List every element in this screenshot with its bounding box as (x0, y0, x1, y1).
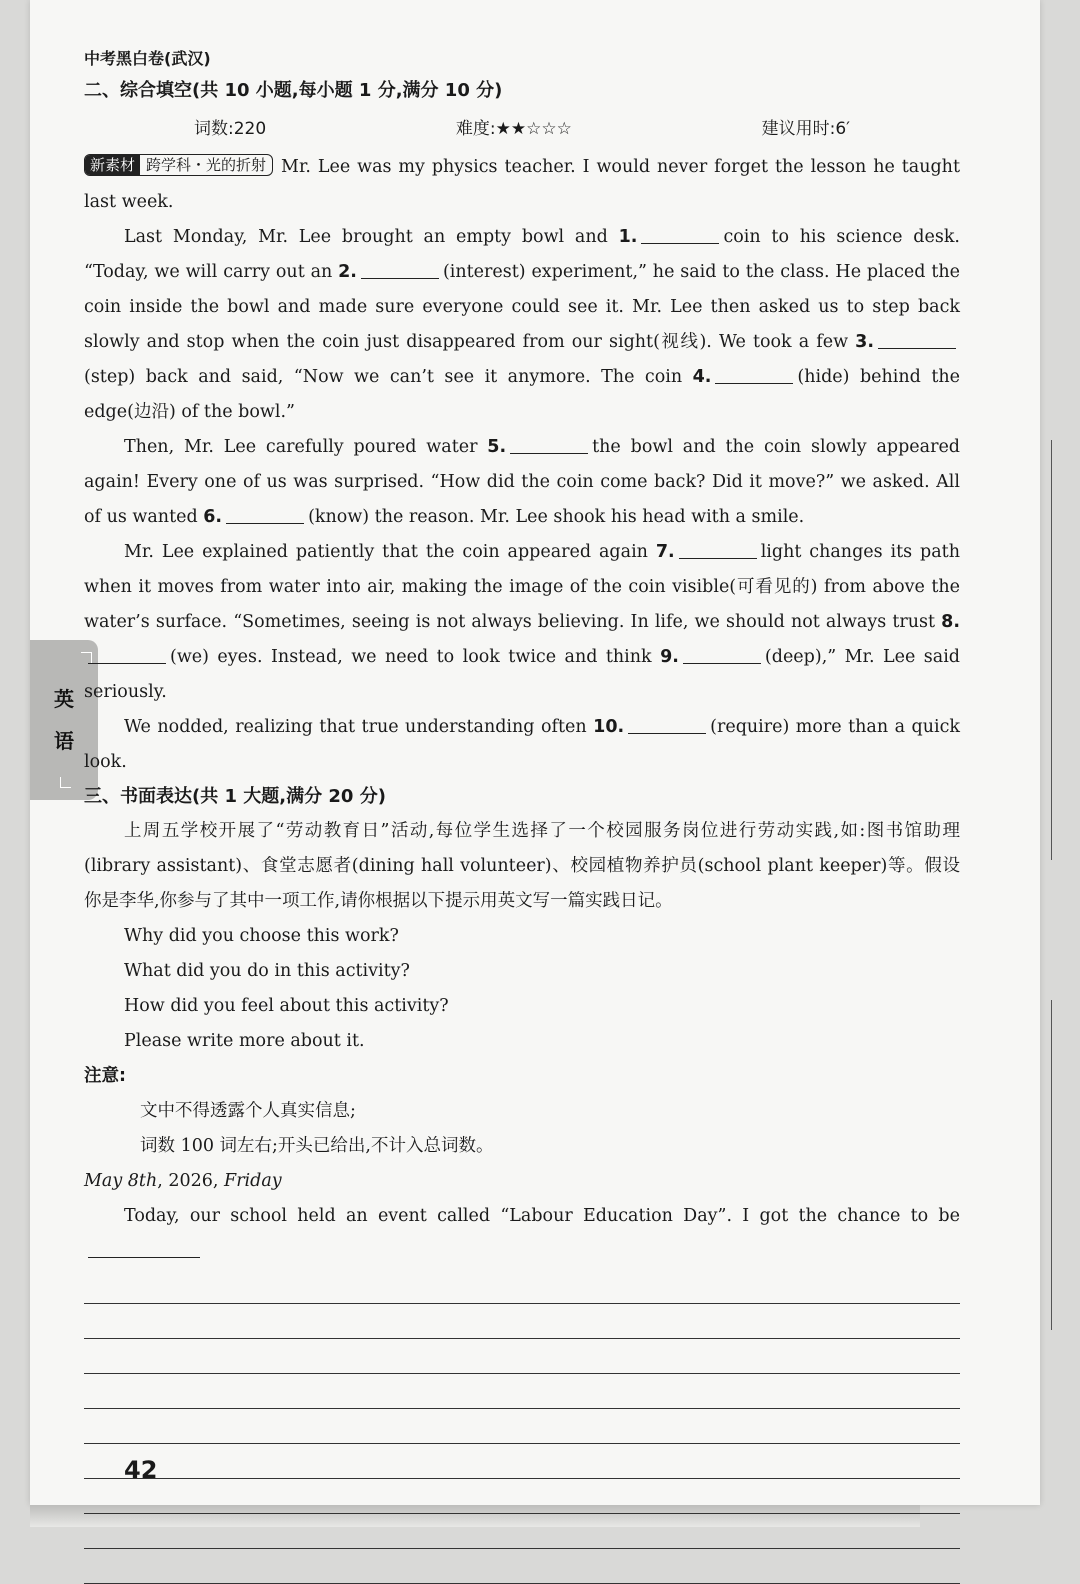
passage-intro (84, 150, 960, 220)
question-number: 1. (618, 227, 638, 247)
writing-line[interactable] (84, 1339, 960, 1374)
text-run: coin to his science desk. “Today, we will carry out an (84, 227, 960, 282)
question-number: 10. (593, 717, 625, 737)
answer-blank[interactable] (878, 328, 956, 349)
note-item: 文中不得透露个人真实信息; (140, 1101, 356, 1121)
date-month: May 8th (84, 1171, 158, 1191)
note-label: 注意: (84, 1066, 126, 1086)
word-count: 词数:220 (194, 119, 267, 139)
question-number: 4. (692, 367, 712, 387)
opening-text: Today, our school held an event called “Labour Education Day”. I got the chance to be (124, 1206, 960, 1226)
date-year: , 2026, (157, 1171, 225, 1191)
text-run: light changes its path when it moves from water into air, making the image of the coin visible(可看见的) from above the water’s surface. “Sometimes, seeing is not always believing. In life, we should not always trust (84, 542, 960, 632)
answer-blank[interactable] (628, 713, 706, 734)
writing-line[interactable] (84, 1304, 960, 1339)
question-number: 5. (487, 437, 507, 457)
page-content (84, 44, 960, 1584)
writing-prompt: 上周五学校开展了“劳动教育日”活动,每位学生选择了一个校园服务岗位进行劳动实践,如:图书馆助理(library assistant)、食堂志愿者(dining hall volunteer)、校园植物养护员(school plant keeper)等。假设你是李华,你参与了其中一项工作,请你根据以下提示用英文写一篇实践日记。 (84, 821, 960, 911)
text-run: (deep),” Mr. Lee said seriously. (84, 647, 960, 702)
section-2-title: 二、综合填空(共 10 小题,每小题 1 分,满分 10 分) (84, 80, 503, 101)
diary-opening (84, 1199, 960, 1269)
answer-blank[interactable] (683, 643, 761, 664)
answer-blank[interactable] (679, 538, 757, 559)
prompt-question: What did you do in this activity? (124, 961, 410, 981)
margin-rule-lower (1051, 1000, 1053, 1330)
tab-corner-mark (60, 777, 71, 788)
writing-line[interactable] (84, 1479, 960, 1514)
answer-blank[interactable] (226, 503, 304, 524)
diary-date (84, 1164, 960, 1199)
text-run: Mr. Lee explained patiently that the coin appeared again (124, 542, 648, 562)
writing-line[interactable] (84, 1374, 960, 1409)
writing-line[interactable] (84, 1549, 960, 1584)
tag-new-material: 新素材 (85, 155, 140, 175)
writing-line[interactable] (84, 1409, 960, 1444)
writing-area[interactable] (84, 1269, 960, 1584)
passage-paragraph-3 (84, 535, 960, 710)
writing-line[interactable] (84, 1514, 960, 1549)
answer-blank[interactable] (361, 258, 439, 279)
answer-blank[interactable] (641, 223, 719, 244)
text-run: (step) back and said, “Now we can’t see it anymore. The coin (84, 367, 683, 387)
question-number: 8. (941, 612, 960, 632)
writing-line[interactable] (84, 1444, 960, 1479)
writing-line[interactable] (84, 1269, 960, 1304)
text-run: (we) eyes. Instead, we need to look twice and think (170, 647, 652, 667)
passage-paragraph-4 (84, 710, 960, 780)
intro-text: Mr. Lee was my physics teacher. I would never forget the lesson he taught last week. (84, 157, 960, 212)
question-number: 7. (655, 542, 675, 562)
margin-rule-upper (1051, 440, 1053, 860)
difficulty-rating: 难度:★★☆☆☆ (455, 119, 572, 139)
note-item: 词数 100 词左右;开头已给出,不计入总词数。 (140, 1136, 494, 1156)
book-title: 中考黑白卷(武汉) (84, 49, 211, 68)
text-run: Last Monday, Mr. Lee brought an empty bowl and (124, 227, 608, 247)
text-run: (know) the reason. Mr. Lee shook his head with a smile. (308, 507, 805, 527)
prompt-question: How did you feel about this activity? (124, 996, 449, 1016)
question-number: 2. (338, 262, 357, 282)
tag-topic: 跨学科・光的折射 (146, 156, 267, 174)
subject-char-2: 语 (54, 729, 74, 753)
answer-blank[interactable] (510, 433, 588, 454)
question-number: 3. (855, 332, 874, 352)
passage-paragraph-2 (84, 430, 960, 535)
text-run: (hide) behind the edge(边沿) of the bowl.” (84, 367, 960, 422)
answer-blank[interactable] (88, 643, 166, 664)
text-run: We nodded, realizing that true understanding often (124, 717, 587, 737)
material-tag (84, 154, 273, 176)
passage-paragraph-1 (84, 220, 960, 430)
section-3-title: 三、书面表达(共 1 大题,满分 20 分) (84, 786, 386, 807)
date-day: Friday (224, 1171, 282, 1191)
text-run: Then, Mr. Lee carefully poured water (124, 437, 478, 457)
suggested-time: 建议用时:6′ (761, 119, 850, 139)
passage-meta-row (84, 108, 960, 150)
writing-blank[interactable] (88, 1237, 200, 1258)
subject-char-1: 英 (54, 687, 74, 711)
text-run: (require) more than a quick look. (84, 717, 960, 772)
page-number: 42 (124, 1456, 158, 1484)
text-run: (interest) experiment,” he said to the class. He placed the coin inside the bowl and made sure everyone could see it. Mr. Lee then asked us to step back slowly and stop when the coin just disappeared from our sight(视线). We took a few (84, 262, 960, 352)
prompt-question: Why did you choose this work? (124, 926, 399, 946)
answer-blank[interactable] (715, 363, 793, 384)
question-number: 6. (203, 507, 223, 527)
text-run: the bowl and the coin slowly appeared again! Every one of us was surprised. “How did the coin come back? Did it move?” we asked. All of us wanted (84, 437, 960, 527)
question-number: 9. (660, 647, 679, 667)
prompt-question: Please write more about it. (124, 1031, 365, 1051)
